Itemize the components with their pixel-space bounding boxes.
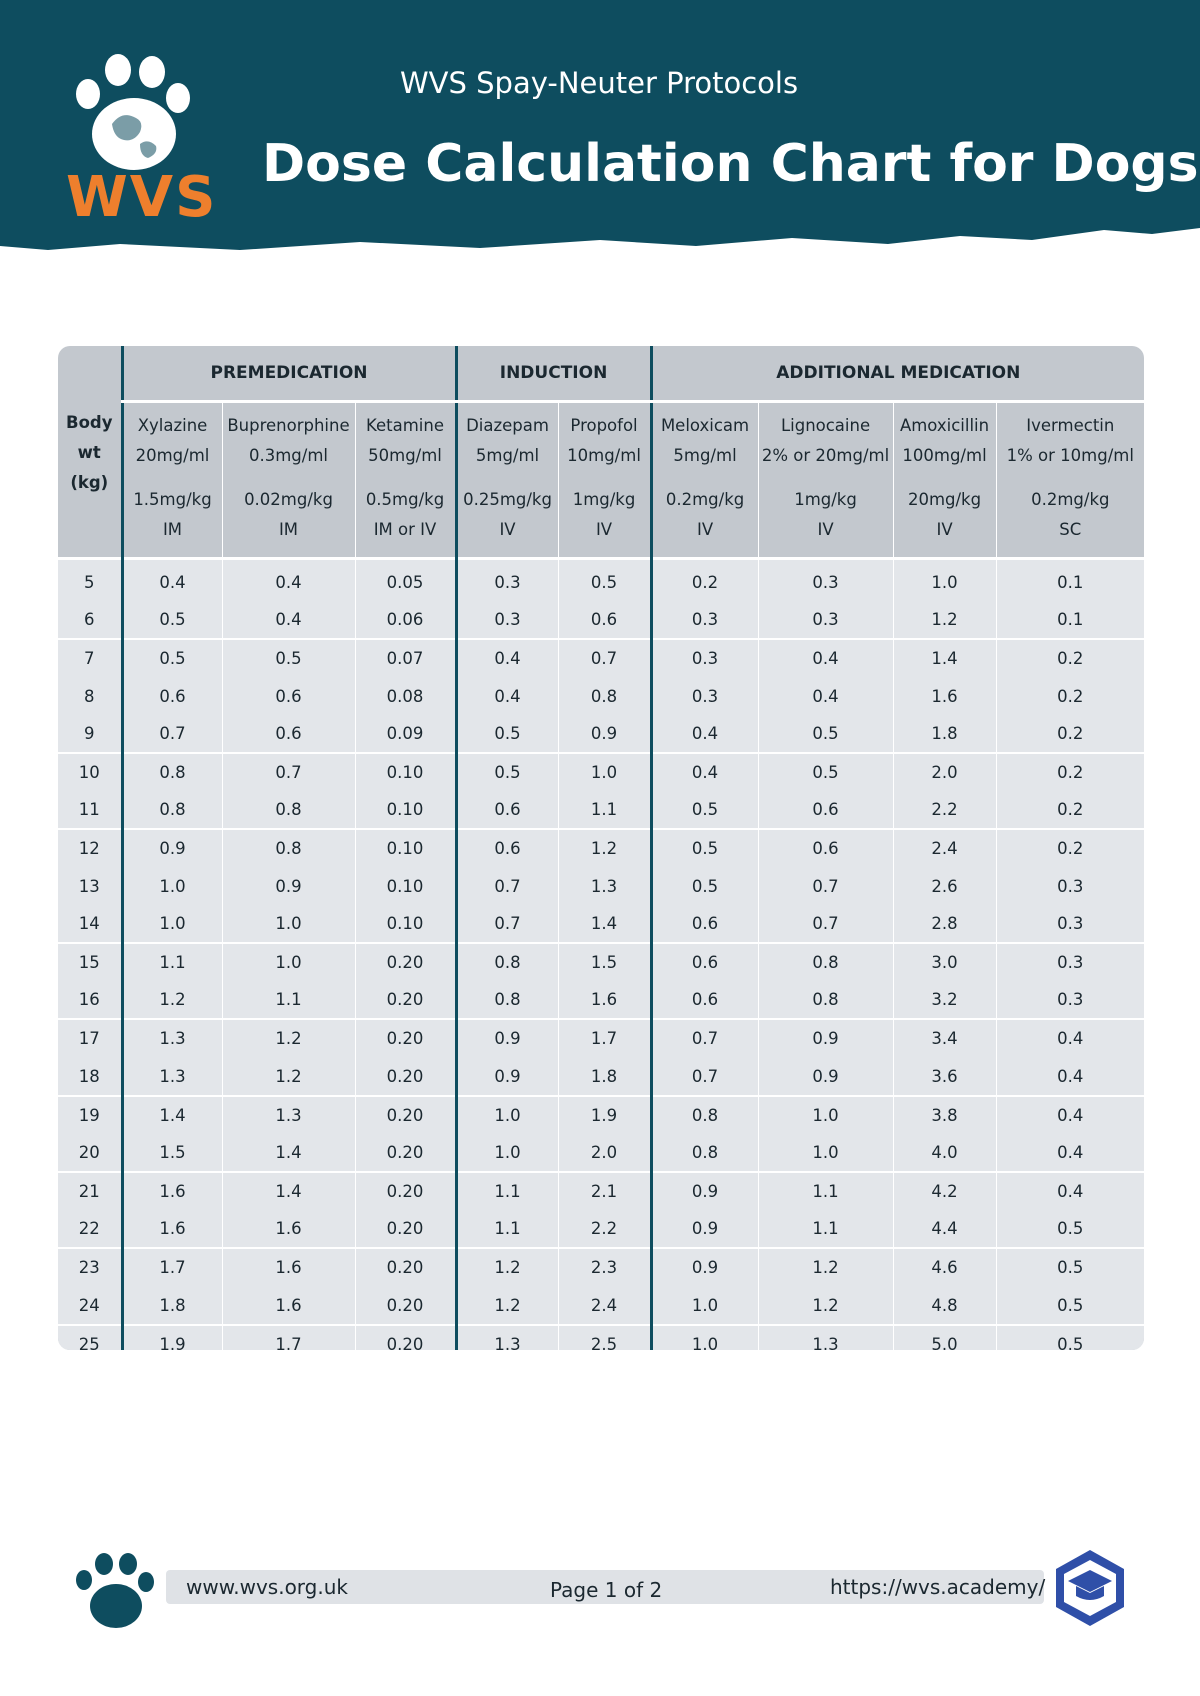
dose-cell: 0.5	[758, 753, 893, 791]
page-subtitle: WVS Spay-Neuter Protocols	[400, 66, 799, 100]
dose-cell: 0.6	[651, 981, 758, 1019]
body-weight-cell: 23	[58, 1248, 122, 1286]
dose-cell: 1.7	[558, 1019, 651, 1057]
dose-cell: 1.2	[758, 1248, 893, 1286]
body-weight-cell: 14	[58, 905, 122, 943]
table-row	[58, 1096, 1144, 1134]
drug-header-buprenorphine	[222, 402, 355, 559]
drug-name: Amoxicillin	[899, 416, 990, 435]
dose-cell: 1.1	[122, 943, 222, 981]
drug-dose: 1mg/kg	[794, 490, 857, 509]
body-weight-cell: 5	[58, 559, 122, 602]
body-weight-cell: 6	[58, 601, 122, 639]
dose-table	[58, 346, 1144, 1350]
drug-name: Ivermectin	[1026, 416, 1115, 435]
body-weight-cell: 17	[58, 1019, 122, 1057]
drug-route: IV	[499, 520, 516, 539]
drug-dose: 0.5mg/kg	[365, 490, 445, 509]
dose-cell: 0.3	[651, 678, 758, 715]
dose-cell: 1.4	[558, 905, 651, 943]
dose-cell: 0.06	[355, 601, 456, 639]
dose-cell: 1.9	[558, 1096, 651, 1134]
dose-cell: 0.3	[996, 943, 1144, 981]
dose-cell: 0.20	[355, 1248, 456, 1286]
drug-name: Lignocaine	[780, 416, 871, 435]
dose-cell: 1.9	[122, 1325, 222, 1350]
dose-cell: 0.4	[122, 559, 222, 602]
dose-cell: 0.20	[355, 1172, 456, 1210]
dose-cell: 1.0	[222, 905, 355, 943]
dose-cell: 0.7	[651, 1019, 758, 1057]
body-weight-cell: 15	[58, 943, 122, 981]
body-weight-cell: 18	[58, 1057, 122, 1095]
dose-cell: 4.6	[893, 1248, 996, 1286]
body-weight-cell: 7	[58, 639, 122, 677]
dose-cell: 0.8	[222, 791, 355, 829]
drug-route: IM or IV	[373, 520, 437, 539]
table-row	[58, 1287, 1144, 1325]
table-row	[58, 1057, 1144, 1095]
body-weight-cell: 20	[58, 1134, 122, 1172]
dose-cell: 0.7	[456, 868, 558, 905]
dose-cell: 1.0	[456, 1096, 558, 1134]
dose-cell: 0.20	[355, 1096, 456, 1134]
table-row	[58, 981, 1144, 1019]
dose-cell: 0.4	[996, 1134, 1144, 1172]
drug-conc: 100mg/ml	[902, 446, 987, 465]
dose-cell: 0.3	[651, 639, 758, 677]
dose-cell: 0.20	[355, 1210, 456, 1248]
body-weight-cell: 16	[58, 981, 122, 1019]
dose-cell: 0.9	[558, 715, 651, 753]
dose-cell: 1.3	[456, 1325, 558, 1350]
dose-cell: 0.3	[456, 559, 558, 602]
dose-cell: 1.4	[222, 1172, 355, 1210]
dose-cell: 0.20	[355, 1134, 456, 1172]
dose-cell: 0.9	[758, 1019, 893, 1057]
table-row	[58, 601, 1144, 639]
page-title: Dose Calculation Chart for Dogs	[262, 134, 1199, 194]
dose-cell: 1.0	[758, 1134, 893, 1172]
drug-header-meloxicam	[651, 402, 758, 559]
table-row	[58, 753, 1144, 791]
dose-cell: 1.3	[758, 1325, 893, 1350]
dose-cell: 0.7	[651, 1057, 758, 1095]
dose-cell: 0.20	[355, 943, 456, 981]
dose-cell: 0.8	[758, 943, 893, 981]
wvs-logo-text: WVS	[66, 165, 218, 230]
drug-header-lignocaine	[758, 402, 893, 559]
drug-route: IV	[936, 520, 953, 539]
dose-cell: 0.6	[651, 943, 758, 981]
dose-cell: 1.8	[122, 1287, 222, 1325]
dose-cell: 0.2	[651, 559, 758, 602]
dose-cell: 0.5	[996, 1210, 1144, 1248]
dose-cell: 0.3	[758, 601, 893, 639]
dose-cell: 0.4	[758, 639, 893, 677]
dose-cell: 0.3	[651, 601, 758, 639]
dose-cell: 0.9	[222, 868, 355, 905]
dose-cell: 1.0	[122, 868, 222, 905]
table-row	[58, 868, 1144, 905]
table-row	[58, 559, 1144, 602]
group-additional-medication: ADDITIONAL MEDICATION	[651, 346, 1144, 402]
dose-cell: 1.0	[651, 1287, 758, 1325]
dose-cell: 1.3	[222, 1096, 355, 1134]
dose-cell: 1.2	[456, 1287, 558, 1325]
drug-name: Buprenorphine	[227, 416, 350, 435]
dose-cell: 1.6	[222, 1287, 355, 1325]
dose-cell: 1.2	[758, 1287, 893, 1325]
dose-cell: 1.2	[222, 1019, 355, 1057]
dose-cell: 0.5	[651, 829, 758, 867]
table-row	[58, 1019, 1144, 1057]
dose-cell: 2.4	[893, 829, 996, 867]
body-weight-header: Body wt (kg)	[66, 413, 113, 492]
drug-dose: 0.2mg/kg	[665, 490, 745, 509]
body-weight-cell: 10	[58, 753, 122, 791]
drug-name: Ketamine	[366, 416, 444, 435]
dose-cell: 0.3	[996, 981, 1144, 1019]
dose-cell: 1.0	[558, 753, 651, 791]
dose-cell: 0.4	[996, 1096, 1144, 1134]
dose-cell: 0.1	[996, 559, 1144, 602]
dose-cell: 1.4	[222, 1134, 355, 1172]
dose-cell: 0.8	[758, 981, 893, 1019]
dose-cell: 0.3	[456, 601, 558, 639]
drug-conc: 0.3mg/ml	[248, 446, 328, 465]
dose-cell: 0.20	[355, 981, 456, 1019]
dose-cell: 0.6	[222, 678, 355, 715]
drug-conc: 10mg/ml	[567, 446, 641, 465]
dose-cell: 2.1	[558, 1172, 651, 1210]
drug-conc: 5mg/ml	[673, 446, 737, 465]
dose-cell: 0.7	[558, 639, 651, 677]
table-row	[58, 1172, 1144, 1210]
dose-cell: 5.0	[893, 1325, 996, 1350]
dose-cell: 0.6	[558, 601, 651, 639]
drug-header-row	[58, 402, 1144, 559]
dose-cell: 3.2	[893, 981, 996, 1019]
dose-cell: 0.5	[651, 868, 758, 905]
dose-cell: 1.1	[558, 791, 651, 829]
drug-name: Propofol	[570, 416, 638, 435]
dose-cell: 0.8	[122, 753, 222, 791]
dose-cell: 0.9	[651, 1248, 758, 1286]
dose-cell: 0.8	[456, 981, 558, 1019]
dose-cell: 0.2	[996, 829, 1144, 867]
dose-cell: 1.6	[122, 1172, 222, 1210]
dose-cell: 3.0	[893, 943, 996, 981]
dose-cell: 1.6	[122, 1210, 222, 1248]
dose-cell: 1.3	[122, 1019, 222, 1057]
footer-paw-logo-icon	[72, 1552, 158, 1632]
dose-cell: 0.7	[758, 905, 893, 943]
dose-cell: 0.4	[996, 1057, 1144, 1095]
dose-cell: 0.8	[651, 1096, 758, 1134]
dose-cell: 1.2	[456, 1248, 558, 1286]
dose-cell: 0.7	[758, 868, 893, 905]
dose-cell: 0.5	[558, 559, 651, 602]
dose-cell: 0.10	[355, 905, 456, 943]
dose-cell: 0.10	[355, 791, 456, 829]
dose-cell: 1.5	[122, 1134, 222, 1172]
drug-header-propofol	[558, 402, 651, 559]
drug-route: IM	[162, 520, 183, 539]
drug-dose: 0.02mg/kg	[244, 490, 333, 509]
table-row	[58, 829, 1144, 867]
drug-conc: 1% or 10mg/ml	[1006, 446, 1134, 465]
dose-cell: 0.2	[996, 678, 1144, 715]
dose-cell: 0.20	[355, 1057, 456, 1095]
dose-cell: 0.5	[651, 791, 758, 829]
drug-header-ivermectin	[996, 402, 1144, 559]
table-row	[58, 791, 1144, 829]
dose-cell: 1.0	[651, 1325, 758, 1350]
group-premedication: PREMEDICATION	[122, 346, 456, 402]
dose-cell: 0.5	[122, 601, 222, 639]
dose-cell: 1.1	[758, 1210, 893, 1248]
dose-cell: 0.6	[758, 829, 893, 867]
dose-cell: 0.4	[222, 559, 355, 602]
page-number: Page 1 of 2	[550, 1578, 663, 1602]
dose-cell: 1.8	[558, 1057, 651, 1095]
dose-cell: 0.3	[996, 868, 1144, 905]
dose-cell: 1.5	[558, 943, 651, 981]
dose-cell: 1.8	[893, 715, 996, 753]
dose-cell: 0.5	[996, 1287, 1144, 1325]
body-weight-cell: 22	[58, 1210, 122, 1248]
dose-cell: 2.2	[893, 791, 996, 829]
dose-cell: 0.6	[456, 791, 558, 829]
dose-cell: 0.2	[996, 753, 1144, 791]
dose-cell: 1.0	[456, 1134, 558, 1172]
dose-cell: 0.4	[456, 639, 558, 677]
dose-cell: 0.20	[355, 1325, 456, 1350]
table-row	[58, 1248, 1144, 1286]
dose-cell: 0.8	[222, 829, 355, 867]
dose-cell: 2.4	[558, 1287, 651, 1325]
body-weight-cell: 9	[58, 715, 122, 753]
body-weight-cell: 24	[58, 1287, 122, 1325]
drug-conc: 20mg/ml	[135, 446, 210, 465]
dose-cell: 1.1	[456, 1172, 558, 1210]
body-weight-cell: 25	[58, 1325, 122, 1350]
drug-route: IM	[278, 520, 299, 539]
dose-cell: 0.4	[456, 678, 558, 715]
dose-cell: 1.6	[222, 1248, 355, 1286]
body-weight-cell: 19	[58, 1096, 122, 1134]
table-row	[58, 678, 1144, 715]
drug-dose: 1.5mg/kg	[133, 490, 212, 509]
dose-cell: 1.6	[558, 981, 651, 1019]
dose-cell: 2.3	[558, 1248, 651, 1286]
dose-cell: 0.4	[758, 678, 893, 715]
dose-cell: 1.4	[893, 639, 996, 677]
body-weight-cell: 11	[58, 791, 122, 829]
dose-cell: 0.1	[996, 601, 1144, 639]
body-weight-cell: 21	[58, 1172, 122, 1210]
dose-cell: 1.7	[122, 1248, 222, 1286]
dose-cell: 0.3	[758, 559, 893, 602]
drug-header-xylazine	[122, 402, 222, 559]
dose-cell: 1.4	[122, 1096, 222, 1134]
drug-name: Xylazine	[137, 416, 208, 435]
dose-cell: 3.4	[893, 1019, 996, 1057]
table-row	[58, 715, 1144, 753]
drug-header-amoxicillin	[893, 402, 996, 559]
dose-cell: 3.8	[893, 1096, 996, 1134]
dose-cell: 0.5	[996, 1248, 1144, 1286]
dose-cell: 2.0	[893, 753, 996, 791]
dose-cell: 0.4	[651, 753, 758, 791]
dose-cell: 0.10	[355, 829, 456, 867]
drug-header-diazepam	[456, 402, 558, 559]
dose-cell: 1.0	[893, 559, 996, 602]
dose-cell: 0.4	[651, 715, 758, 753]
academy-link[interactable]: https://wvs.academy/	[830, 1575, 1046, 1599]
dose-cell: 0.9	[456, 1057, 558, 1095]
drug-conc: 2% or 20mg/ml	[761, 446, 890, 465]
dose-cell: 0.5	[222, 639, 355, 677]
dose-cell: 1.6	[893, 678, 996, 715]
dose-cell: 0.6	[651, 905, 758, 943]
drug-route: SC	[1059, 520, 1082, 539]
dose-cell: 0.9	[456, 1019, 558, 1057]
dose-cell: 0.8	[651, 1134, 758, 1172]
dose-cell: 0.09	[355, 715, 456, 753]
drug-name: Diazepam	[466, 416, 549, 435]
dose-cell: 0.7	[222, 753, 355, 791]
dose-cell: 0.6	[122, 678, 222, 715]
dose-cell: 1.7	[222, 1325, 355, 1350]
dose-cell: 0.4	[996, 1019, 1144, 1057]
body-weight-cell: 13	[58, 868, 122, 905]
body-weight-cell: 8	[58, 678, 122, 715]
dose-cell: 1.2	[122, 981, 222, 1019]
paw-globe-logo-icon	[68, 54, 198, 174]
dose-cell: 0.10	[355, 753, 456, 791]
dose-cell: 4.4	[893, 1210, 996, 1248]
dose-cell: 0.20	[355, 1019, 456, 1057]
dose-cell: 1.1	[456, 1210, 558, 1248]
table-row	[58, 1210, 1144, 1248]
dose-cell: 0.9	[651, 1210, 758, 1248]
drug-dose: 0.25mg/kg	[463, 490, 552, 509]
dose-cell: 2.2	[558, 1210, 651, 1248]
dose-cell: 0.8	[456, 943, 558, 981]
drug-dose: 20mg/kg	[907, 490, 982, 509]
group-induction: INDUCTION	[456, 346, 651, 402]
dose-cell: 0.5	[456, 715, 558, 753]
dose-table-body	[58, 559, 1144, 1351]
drug-header-ketamine	[355, 402, 456, 559]
dose-cell: 1.3	[122, 1057, 222, 1095]
dose-cell: 0.8	[558, 678, 651, 715]
dose-cell: 0.5	[122, 639, 222, 677]
dose-cell: 0.6	[222, 715, 355, 753]
dose-cell: 2.5	[558, 1325, 651, 1350]
drug-conc: 5mg/ml	[475, 446, 540, 465]
dose-cell: 0.05	[355, 559, 456, 602]
academy-graduation-cap-icon	[1054, 1548, 1126, 1628]
dose-cell: 0.20	[355, 1287, 456, 1325]
dose-cell: 0.7	[456, 905, 558, 943]
dose-cell: 2.0	[558, 1134, 651, 1172]
dose-cell: 4.2	[893, 1172, 996, 1210]
drug-dose: 1mg/kg	[572, 490, 636, 509]
dose-cell: 0.9	[758, 1057, 893, 1095]
dose-cell: 4.0	[893, 1134, 996, 1172]
dose-cell: 0.2	[996, 639, 1144, 677]
dose-cell: 1.6	[222, 1210, 355, 1248]
dose-cell: 1.1	[758, 1172, 893, 1210]
dose-cell: 1.3	[558, 868, 651, 905]
dose-cell: 1.2	[893, 601, 996, 639]
dose-cell: 0.6	[456, 829, 558, 867]
table-row	[58, 943, 1144, 981]
drug-conc: 50mg/ml	[368, 446, 442, 465]
dose-cell: 2.6	[893, 868, 996, 905]
dose-cell: 0.08	[355, 678, 456, 715]
dose-cell: 0.4	[996, 1172, 1144, 1210]
dose-cell: 0.5	[758, 715, 893, 753]
dose-cell: 0.9	[651, 1172, 758, 1210]
dose-cell: 4.8	[893, 1287, 996, 1325]
dose-cell: 0.3	[996, 905, 1144, 943]
drug-name: Meloxicam	[660, 416, 750, 435]
dose-cell: 1.2	[222, 1057, 355, 1095]
dose-cell: 0.8	[122, 791, 222, 829]
body-weight-cell: 12	[58, 829, 122, 867]
drug-route: IV	[696, 520, 714, 539]
dose-cell: 0.4	[222, 601, 355, 639]
dose-cell: 1.0	[758, 1096, 893, 1134]
dose-cell: 1.0	[222, 943, 355, 981]
dose-cell: 0.6	[758, 791, 893, 829]
table-row	[58, 639, 1144, 677]
dose-cell: 1.0	[122, 905, 222, 943]
dose-cell: 0.2	[996, 791, 1144, 829]
drug-dose: 0.2mg/kg	[1031, 490, 1110, 509]
drug-route: IV	[817, 520, 834, 539]
dose-cell: 0.9	[122, 829, 222, 867]
dose-cell: 0.2	[996, 715, 1144, 753]
dose-cell: 2.8	[893, 905, 996, 943]
drug-route: IV	[595, 520, 613, 539]
table-row	[58, 905, 1144, 943]
dose-cell: 0.5	[996, 1325, 1144, 1350]
website-link[interactable]: www.wvs.org.uk	[186, 1575, 348, 1599]
dose-cell: 0.5	[456, 753, 558, 791]
dose-cell: 0.07	[355, 639, 456, 677]
dose-cell: 1.1	[222, 981, 355, 1019]
dose-cell: 3.6	[893, 1057, 996, 1095]
table-row	[58, 1134, 1144, 1172]
dose-cell: 1.2	[558, 829, 651, 867]
dose-cell: 0.7	[122, 715, 222, 753]
table-row	[58, 1325, 1144, 1350]
dose-table-container	[58, 346, 1144, 1350]
dose-cell: 0.10	[355, 868, 456, 905]
